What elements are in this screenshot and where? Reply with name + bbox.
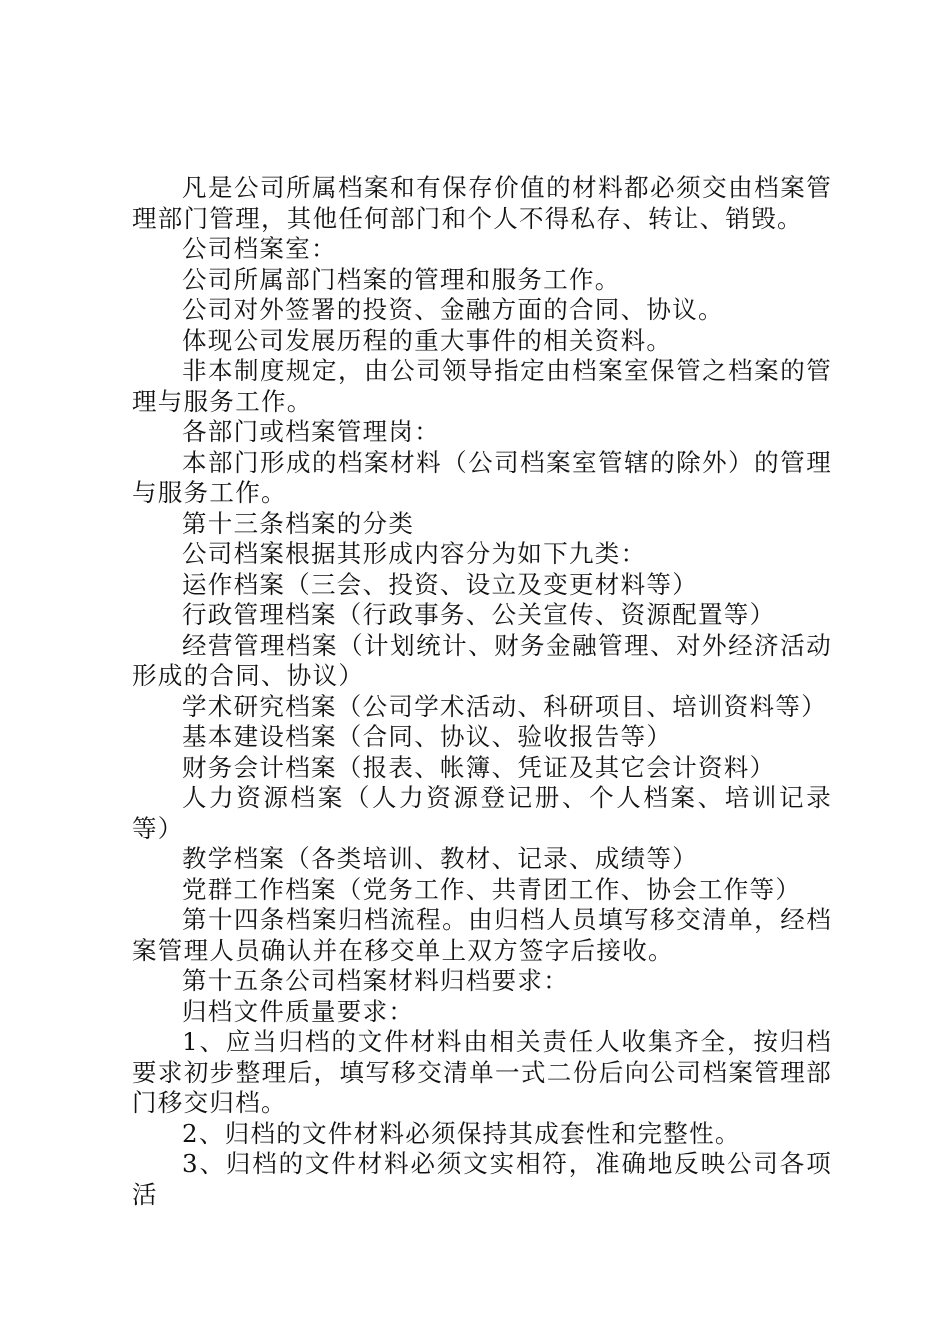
list-item: 财务会计档案（报表、帐簿、凭证及其它会计资料） <box>182 752 776 782</box>
paragraph: 公司对外签署的投资、金融方面的合同、协议。 <box>182 295 724 324</box>
paragraph: 公司档案室： <box>182 234 337 263</box>
list-item: 人力资源档案（人力资源登记册、个人档案、培训记录等） <box>132 783 832 843</box>
list-item: 1、应当归档的文件材料由相关责任人收集齐全，按归档要求初步整理后，填写移交清单一式二份后向公司档案管理部门移交归档。 <box>132 1027 832 1117</box>
list-item: 行政管理档案（行政事务、公关宣传、资源配置等） <box>182 600 776 629</box>
document-body <box>132 173 832 1210</box>
list-item: 基本建设档案（合同、协议、验收报告等） <box>182 722 673 751</box>
list-item: 运作档案（三会、投资、设立及变更材料等） <box>182 569 698 599</box>
section-heading: 第十五条公司档案材料归档要求： <box>182 966 569 995</box>
paragraph: 本部门形成的档案材料（公司档案室管辖的除外）的管理与服务工作。 <box>132 447 832 507</box>
paragraph: 公司所属部门档案的管理和服务工作。 <box>182 264 621 294</box>
list-item: 经营管理档案（计划统计、财务金融管理、对外经济活动形成的合同、协议） <box>132 630 832 690</box>
paragraph: 非本制度规定，由公司领导指定由档案室保管之档案的管理与服务工作。 <box>132 356 832 416</box>
paragraph: 归档文件质量要求： <box>182 996 415 1026</box>
list-item: 2、归档的文件材料必须保持其成套性和完整性。 <box>182 1118 741 1148</box>
paragraph: 第十四条档案归档流程。由归档人员填写移交清单，经档案管理人员确认并在移交单上双方签字后接收。 <box>132 905 832 965</box>
paragraph: 凡是公司所属档案和有保存价值的材料都必须交由档案管理部门管理，其他任何部门和个人不得私存、转让、销毁。 <box>132 173 832 233</box>
list-item: 党群工作档案（党务工作、共青团工作、协会工作等） <box>182 874 802 904</box>
paragraph: 各部门或档案管理岗： <box>182 417 440 446</box>
list-item: 学术研究档案（公司学术活动、科研项目、培训资料等） <box>182 691 827 721</box>
paragraph: 公司档案根据其形成内容分为如下九类： <box>182 539 647 568</box>
list-item: 教学档案（各类培训、教材、记录、成绩等） <box>182 844 698 873</box>
section-heading: 第十三条档案的分类 <box>182 508 415 538</box>
paragraph: 体现公司发展历程的重大事件的相关资料。 <box>182 325 673 355</box>
list-item: 3、归档的文件材料必须文实相符，准确地反映公司各项活 <box>132 1149 832 1209</box>
